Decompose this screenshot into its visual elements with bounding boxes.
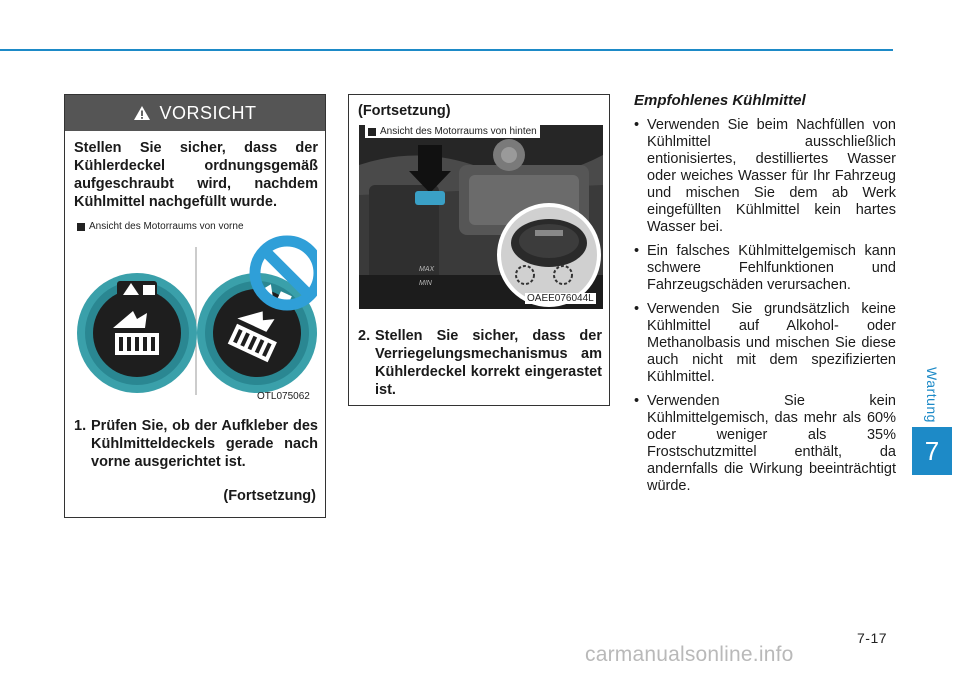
radiator-cap-illustration [75, 233, 317, 395]
engine-bay-illustration [359, 125, 603, 309]
front-view-caption-text: Ansicht des Motorraums von vorne [89, 221, 244, 232]
caption-square-icon [77, 223, 85, 231]
gauge-min-label: MIN [419, 280, 432, 287]
step-1 [74, 417, 318, 471]
bullet-dot: • [634, 301, 640, 317]
step-1-text: Prüfen Sie, ob der Aufkleber des Kühlmitteldeckels gerade nach vorne ausgerichtet ist. [91, 418, 318, 470]
step-2-text: Stellen Sie sicher, dass der Verriegelungsmechanismus am Kühlerdeckel korrekt eingerastet ist. [375, 328, 602, 398]
caption-square-icon [368, 128, 376, 136]
caution-header [65, 95, 325, 131]
bullet-dot: • [634, 117, 640, 133]
recommended-coolant-section [634, 92, 896, 502]
caution-heading: VORSICHT [159, 102, 257, 123]
bullet-text: Verwenden Sie grundsätzlich keine Kühlmittel auf Alkohol- oder Methanolbasis und mischen Sie diese auch nicht mit dem spezifizierten Kühlmittel. [647, 301, 896, 385]
top-rule [0, 49, 893, 51]
rear-view-figure [359, 125, 603, 309]
continued-box [348, 94, 610, 406]
step-2-number: 2. [358, 328, 371, 344]
bullet-text: Verwenden Sie kein Kühlmittelgemisch, das mehr als 60% oder weniger als 35% Frostschutzmittel enthält, da andernfalls die Wirkung beeinträchtigt würde. [647, 393, 896, 494]
bullet-item [634, 117, 896, 236]
caution-intro: Stellen Sie sicher, dass der Kühlerdeckel ordnungsgemäß aufgeschraubt wird, nachdem Kühlmittel nachgefüllt wurde. [74, 140, 318, 210]
rear-view-caption [365, 125, 540, 138]
bullet-item [634, 393, 896, 495]
page-number: 7-17 [857, 630, 888, 646]
caution-box [64, 94, 326, 518]
front-view-caption [77, 221, 244, 232]
bullet-text: Verwenden Sie beim Nachfüllen von Kühlmittel ausschließlich entionisiertes, destilliertes Wasser oder weiches Wasser für Ihr Fahrzeug und mischen Sie dem ab Werk eingefüllten Kühlmittel kein hartes Wasser bei. [647, 117, 896, 235]
bullet-item [634, 301, 896, 386]
recommended-coolant-title: Empfohlenes Kühlmittel [634, 92, 806, 109]
gauge-max-label: MAX [419, 266, 435, 273]
bullet-item [634, 243, 896, 294]
watermark-bottom[interactable]: carmanualsonline.info [585, 643, 794, 666]
bullet-dot: • [634, 393, 640, 409]
continued-heading: (Fortsetzung) [358, 103, 451, 119]
front-view-figure-code: OTL075062 [257, 391, 310, 402]
continued-note: (Fortsetzung) [223, 488, 316, 504]
chapter-number-tab: 7 [912, 427, 952, 475]
rear-view-figure-code: OAEE076044L [527, 293, 594, 304]
step-2 [358, 327, 602, 399]
rear-view-caption-text: Ansicht des Motorraums von hinten [380, 126, 537, 137]
chapter-label-text: Wartung [924, 367, 941, 423]
bullet-text: Ein falsches Kühlmittelgemisch kann schwere Fehlfunktionen und Fahrzeugschäden verursachen. [647, 243, 896, 293]
front-view-figure [75, 233, 317, 395]
step-1-number: 1. [74, 418, 87, 434]
warning-triangle-icon [133, 105, 151, 121]
bullet-dot: • [634, 243, 640, 259]
